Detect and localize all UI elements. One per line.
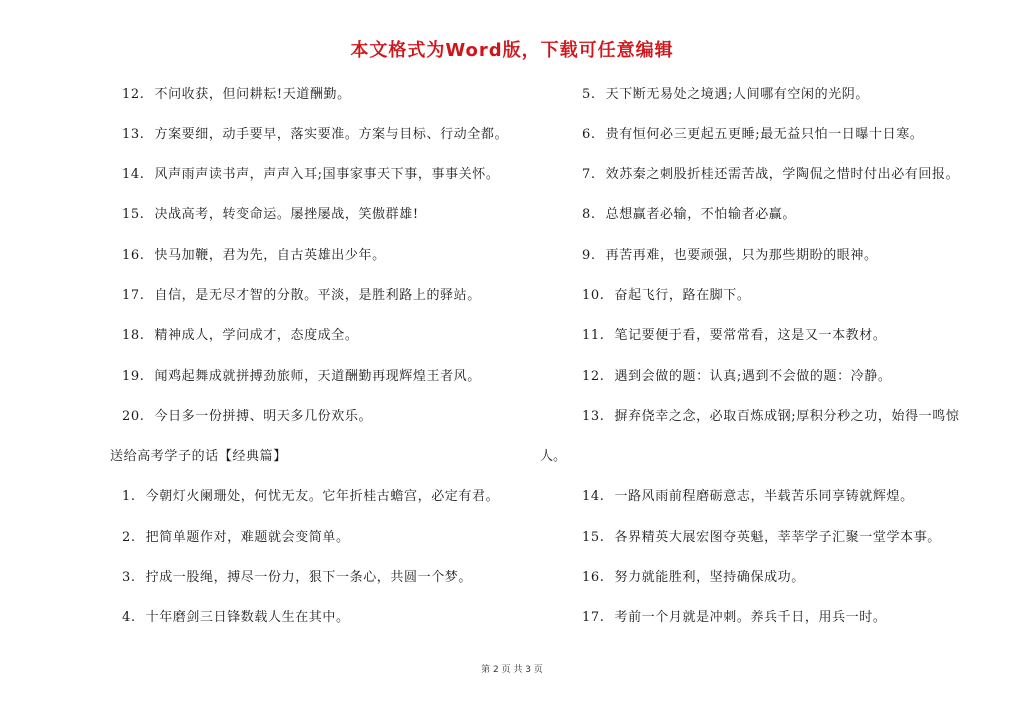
item-number: 7.: [582, 167, 596, 182]
item-text: 总想赢者必输，不怕输者必赢。: [605, 207, 797, 222]
item-text: 不问收获，但问耕耘!天道酬勤。: [154, 87, 351, 102]
item-text: 拧成一股绳，搏尽一份力，狠下一条心，共圆一个梦。: [145, 570, 473, 585]
list-item: [122, 206, 419, 224]
item-text: 十年磨剑三日锋数载人生在其中。: [145, 610, 350, 625]
item-number: 14.: [582, 489, 605, 504]
item-number: 9.: [582, 248, 596, 263]
item-text: 摒弃侥幸之念，必取百炼成钢;厚积分秒之功，始得一鸣惊: [614, 409, 960, 424]
item-number: 18.: [122, 328, 145, 343]
list-item: [122, 247, 386, 265]
item-text: 笔记要便于看，要常常看，这是又一本教材。: [614, 328, 887, 343]
item-number: 11.: [582, 328, 605, 343]
item-number: 13.: [582, 409, 605, 424]
list-item: [582, 609, 887, 627]
item-text: 考前一个月就是冲刺。养兵千日，用兵一时。: [614, 610, 887, 625]
item-number: 15.: [582, 530, 605, 545]
list-item: [582, 408, 959, 426]
list-item: [582, 569, 805, 587]
item-text: 奋起飞行，路在脚下。: [614, 288, 751, 303]
item-text: 自信，是无尽才智的分散。平淡，是胜利路上的驿站。: [154, 288, 481, 303]
list-item: [122, 327, 359, 345]
list-item: [582, 166, 959, 184]
list-item: [582, 126, 923, 144]
item-number: 2.: [122, 530, 136, 545]
list-item: [582, 368, 891, 386]
item-number: 10.: [582, 288, 605, 303]
list-item: [122, 287, 481, 305]
item-number: 16.: [582, 570, 605, 585]
item-text: 贵有恒何必三更起五更睡;最无益只怕一日曝十日寒。: [605, 127, 924, 142]
item-number: 20.: [122, 409, 145, 424]
item-number: 14.: [122, 167, 145, 182]
list-item: [122, 166, 499, 184]
item-text: 再苦再难，也要顽强，只为那些期盼的眼神。: [605, 248, 878, 263]
document-banner: 本文格式为Word版，下载可任意编辑: [350, 40, 674, 61]
item-text: 闻鸡起舞成就拼搏劲旅师，天道酬勤再现辉煌王者风。: [154, 369, 481, 384]
item-number: 12.: [582, 369, 605, 384]
item-number: 8.: [582, 207, 596, 222]
list-item: [582, 287, 751, 305]
item-number: 15.: [122, 207, 145, 222]
list-item: [582, 86, 869, 104]
item-number: 16.: [122, 248, 145, 263]
item-continuation: 人。: [540, 449, 567, 464]
list-item: [122, 368, 481, 386]
item-number: 17.: [122, 288, 145, 303]
list-item: [582, 206, 796, 224]
item-text: 遇到会做的题：认真;遇到不会做的题：冷静。: [614, 369, 892, 384]
list-item: [582, 327, 887, 345]
item-number: 17.: [582, 610, 605, 625]
item-number: 12.: [122, 87, 145, 102]
item-text: 把简单题作对，难题就会变简单。: [145, 530, 350, 545]
item-text: 方案要细，动手要早，落实要准。方案与目标、行动全都。: [154, 127, 509, 142]
item-text: 天下断无易处之境遇;人间哪有空闲的光阴。: [605, 87, 869, 102]
item-number: 19.: [122, 369, 145, 384]
page-footer: 第 2 页 共 3 页: [481, 665, 543, 675]
list-item: [122, 408, 372, 426]
item-number: 1.: [122, 489, 136, 504]
item-number: 13.: [122, 127, 145, 142]
item-text: 一路风雨前程磨砺意志，半载苦乐同享铸就辉煌。: [614, 489, 914, 504]
section-heading: 送给高考学子的话【经典篇】: [110, 449, 287, 464]
item-number: 3.: [122, 570, 136, 585]
list-item: [122, 488, 499, 506]
item-text: 今朝灯火阑珊处，何忧无友。它年折桂古蟾宫，必定有君。: [145, 489, 500, 504]
item-number: 6.: [582, 127, 596, 142]
list-item: [122, 569, 472, 587]
item-text: 快马加鞭，君为先，自古英雄出少年。: [154, 248, 386, 263]
item-text: 努力就能胜利，坚持确保成功。: [614, 570, 805, 585]
list-item: [122, 529, 350, 547]
item-text: 决战高考，转变命运。屡挫屡战，笑傲群雄!: [154, 207, 419, 222]
list-item: [122, 609, 350, 627]
item-number: 5.: [582, 87, 596, 102]
item-text: 精神成人，学问成才，态度成全。: [154, 328, 359, 343]
item-number: 4.: [122, 610, 136, 625]
list-item: [582, 247, 878, 265]
list-item: [582, 529, 941, 547]
list-item: [582, 488, 914, 506]
item-text: 各界精英大展宏图夺英魁，莘莘学子汇聚一堂学本事。: [614, 530, 941, 545]
list-item: [122, 86, 351, 104]
item-text: 今日多一份拼搏、明天多几份欢乐。: [154, 409, 373, 424]
item-text: 风声雨声读书声，声声入耳;国事家事天下事，事事关怀。: [154, 167, 500, 182]
item-text: 效苏秦之刺股折桂还需苦战，学陶侃之惜时付出必有回报。: [605, 167, 960, 182]
list-item: [122, 126, 508, 144]
